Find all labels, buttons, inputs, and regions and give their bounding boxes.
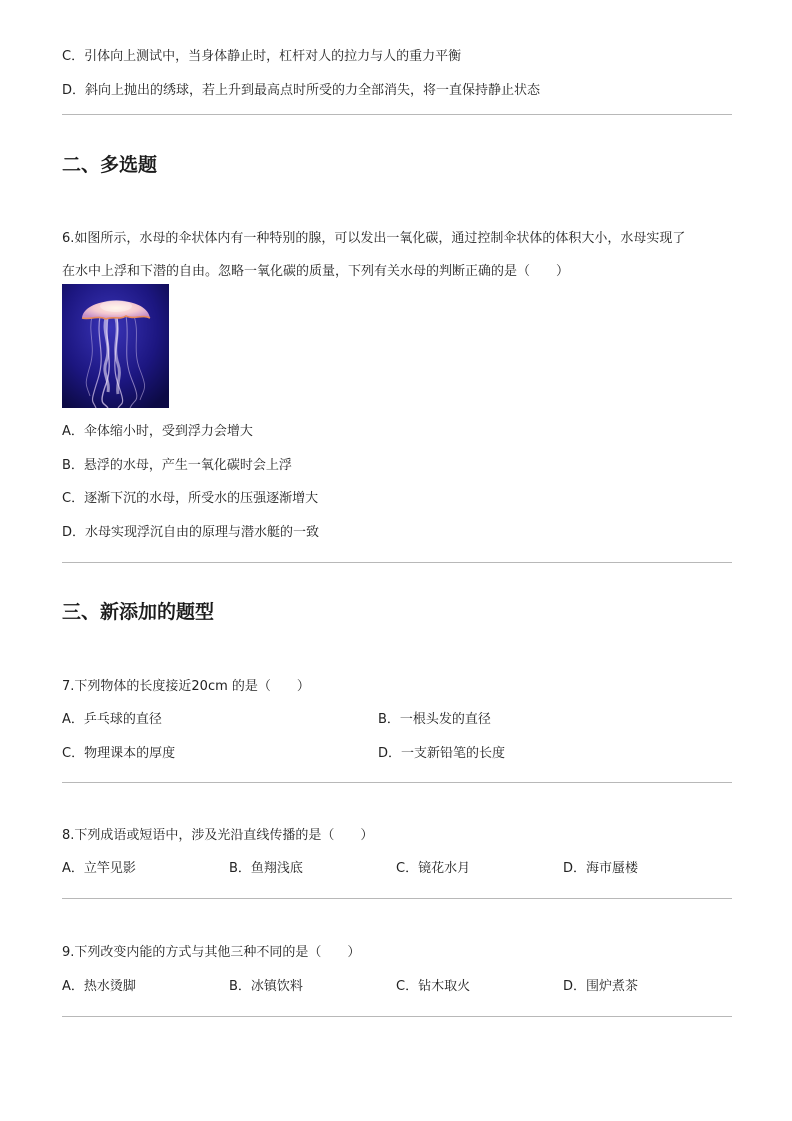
q6-option-b: B．悬浮的水母，产生一氧化碳时会上浮 — [62, 458, 292, 473]
divider — [62, 562, 732, 563]
q6-option-c: C．逐渐下沉的水母，所受水的压强逐渐增大 — [62, 491, 319, 506]
q7-stem: 7.下列物体的长度接近20cm 的是（ ） — [62, 679, 310, 694]
divider — [62, 782, 732, 783]
q6-stem-line2: 在水中上浮和下潜的自由。忽略一氧化碳的质量，下列有关水母的判断正确的是（ ） — [62, 264, 570, 279]
q9-option-b: B．冰镇饮料 — [229, 979, 303, 994]
q9-stem: 9.下列改变内能的方式与其他三种不同的是（ ） — [62, 945, 361, 960]
q8-option-d: D．海市蜃楼 — [563, 861, 639, 876]
q6-option-d: D．水母实现浮沉自由的原理与潜水艇的一致 — [62, 525, 320, 540]
q7-option-b: B．一根头发的直径 — [378, 712, 491, 727]
divider — [62, 898, 732, 899]
q6-option-a: A．伞体缩小时，受到浮力会增大 — [62, 424, 253, 439]
q5-option-d: D．斜向上抛出的绣球，若上升到最高点时所受的力全部消失，将一直保持静止状态 — [62, 83, 541, 98]
q9-option-a: A．热水烫脚 — [62, 979, 136, 994]
q8-option-b: B．鱼翔浅底 — [229, 861, 303, 876]
divider — [62, 1016, 732, 1017]
q7-option-d: D．一支新铅笔的长度 — [378, 746, 506, 761]
q9-option-c: C．钻木取火 — [396, 979, 471, 994]
q6-stem-line1: 6.如图所示，水母的伞状体内有一种特别的腺，可以发出一氧化碳，通过控制伞状体的体积大小，水母实现了 — [62, 231, 686, 246]
section-heading-multi-choice: 二、多选题 — [62, 154, 158, 176]
section-heading-new-types: 三、新添加的题型 — [62, 601, 215, 623]
q8-stem: 8.下列成语或短语中，涉及光沿直线传播的是（ ） — [62, 828, 374, 843]
q7-option-a: A．乒乓球的直径 — [62, 712, 162, 727]
q9-option-d: D．围炉煮茶 — [563, 979, 639, 994]
q8-option-a: A．立竿见影 — [62, 861, 136, 876]
q8-option-c: C．镜花水月 — [396, 861, 471, 876]
q7-option-c: C．物理课本的厚度 — [62, 746, 176, 761]
q5-option-c: C．引体向上测试中，当身体静止时，杠杆对人的拉力与人的重力平衡 — [62, 49, 462, 64]
divider — [62, 114, 732, 115]
jellyfish-image — [62, 284, 169, 408]
